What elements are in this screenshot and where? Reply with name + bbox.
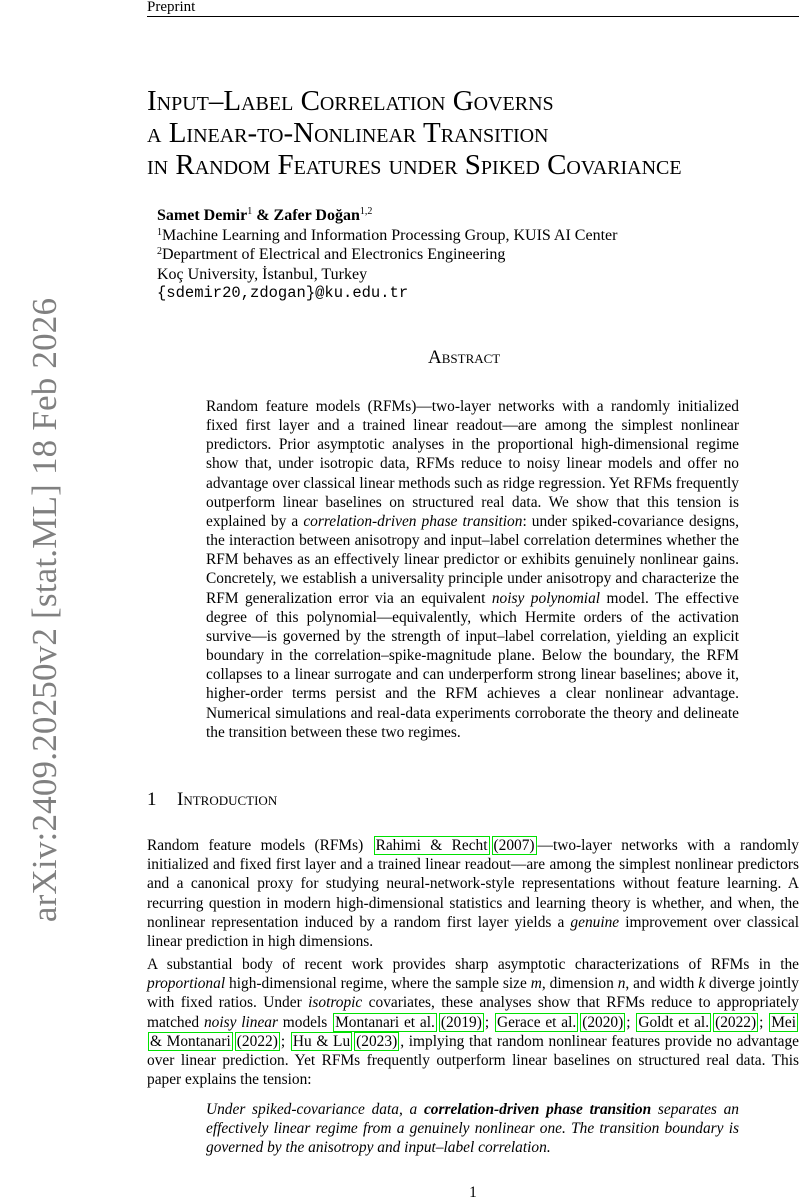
section-title: Introduction xyxy=(177,789,278,810)
affiliation-superscript: 1 xyxy=(157,226,162,238)
citation-separator: ; xyxy=(280,1032,290,1050)
author-emails: {sdemir20,zdogan}@ku.edu.tr xyxy=(157,284,409,302)
paragraph-text: improvement over classical linear prediction in high dimensions. xyxy=(147,913,799,951)
title-line: a Linear-to-Nonlinear Transition xyxy=(147,117,549,149)
paragraph-text: covariates, these analyses show that RFMs reduce to appropriately matched xyxy=(147,994,799,1031)
author-name: Samet Demir xyxy=(157,207,248,224)
claim-text: separates an effectively linear regime from a genuinely nonlinear one. The transition boundary is governed by the anisotropy and input–label correlation. xyxy=(206,1101,739,1157)
author-separator: & xyxy=(252,207,274,224)
author-superscript: 1 xyxy=(247,206,253,217)
section-heading-introduction xyxy=(147,789,277,811)
citation-separator: ; xyxy=(759,1013,769,1031)
intro-paragraph xyxy=(147,836,799,951)
title-line: in Random Features under Spiked Covariance xyxy=(147,149,682,181)
author-names xyxy=(157,206,797,226)
running-header: Preprint xyxy=(147,0,196,15)
abstract-text: : under spiked-covariance designs, the interaction between anisotropy and input–label correlation determines whether the RFM behaves as an effectively linear predictor or exhibits genuinely nonlinear gains. Concretely, we establish a universality principle under anisotropy and characterize the RFM generalization error via an equivalent xyxy=(206,512,740,607)
paragraph-emphasis: genuine xyxy=(570,913,620,931)
title-line: Input–Label Correlation Governs xyxy=(147,85,554,117)
claim-emphasis: correlation-driven phase transition xyxy=(423,1101,652,1118)
affiliation-text: Department of Electrical and Electronics Engineering xyxy=(162,246,506,263)
paper-title xyxy=(147,85,799,181)
section-number: 1 xyxy=(147,789,157,810)
affiliation xyxy=(157,245,797,265)
citation-separator: ; xyxy=(484,1013,494,1031)
author-block xyxy=(157,206,797,304)
math-variable: n xyxy=(617,975,626,993)
author-superscript: 1,2 xyxy=(359,206,373,217)
citation-link[interactable]: (2023) xyxy=(356,1032,398,1050)
math-variable: k xyxy=(698,975,706,993)
abstract-text: Random feature models (RFMs)—two-layer networks with a randomly initialized fixed first layer and a trained linear readout—are among the simplest nonlinear predictors. Prior asymptotic analyses in the proportional high-dimensional regime show that, under isotropic data, RFMs reduce to noisy linear models and offer no advantage over classical linear methods such as ridge regression. Yet RFMs frequently outperform linear baselines on structured real data. We show that this tension is explained by a xyxy=(206,398,739,530)
affiliation xyxy=(157,226,797,246)
affiliation-text: Machine Learning and Information Processing Group, KUIS AI Center xyxy=(162,226,618,244)
paragraph-text: Random feature models (RFMs) xyxy=(147,837,373,854)
abstract-text: model. The effective degree of this polynomial—equivalently, which Hermite orders of the activation survive—is governed by the strength of input–label correlation, yielding an explicit boundary in the correlation–spike-magnitude plane. Below the boundary, the RFM collapses to a linear surrogate and can underperform strong linear baselines; above it, higher-order terms persist and the RFM achieves a clear nonlinear advantage. Numerical simulations and real-data experiments corroborate the theory and delineate the transition between these two regimes. xyxy=(206,589,739,741)
citation-link[interactable]: Mei & Montanari xyxy=(150,1013,796,1050)
citation-link[interactable]: (2020) xyxy=(582,1013,624,1031)
abstract-emphasis: correlation-driven phase transition xyxy=(303,512,523,530)
citation-link[interactable]: (2019) xyxy=(440,1013,482,1031)
citation-link[interactable]: (2022) xyxy=(715,1013,757,1031)
citation-link[interactable]: (2022) xyxy=(236,1032,278,1050)
paragraph-text: diverge jointly with fixed ratios. Under xyxy=(147,975,799,1012)
paragraph-text: , and width xyxy=(625,975,699,993)
paragraph-emphasis: noisy linear xyxy=(203,1013,278,1031)
paragraph-text: , dimension xyxy=(541,975,618,993)
header-rule xyxy=(147,16,799,17)
affiliation-superscript: 2 xyxy=(157,246,162,257)
paragraph-text: high-dimensional regime, where the sample size xyxy=(225,975,531,993)
paragraph-text: A substantial body of recent work provides sharp asymptotic characterizations of RFMs in the xyxy=(147,956,799,973)
citation-link[interactable]: Montanari et al. xyxy=(335,1013,435,1031)
paragraph-text: models xyxy=(278,1013,333,1031)
arxiv-identifier: arXiv:2409.20250v2 [stat.ML] 18 Feb 2026 xyxy=(25,297,64,923)
paragraph-text: —two-layer networks with a randomly initialized and fixed first layer and a trained linear readout—are among the simplest nonlinear predictors and a canonical proxy for studying neural-network-style representations without feature learning. A recurring question in modern high-dimensional statistics and learning theory is whether, and when, the nonlinear representation induced by a random first layer yields a xyxy=(147,837,799,931)
author-name: Zafer Doğan xyxy=(273,207,360,224)
paragraph-emphasis: proportional xyxy=(147,975,226,993)
citation-link[interactable]: Hu & Lu xyxy=(292,1032,351,1050)
university: Koç University, İstanbul, Turkey xyxy=(157,265,368,283)
intro-paragraph xyxy=(147,955,799,1089)
citation-link[interactable]: Goldt et al. xyxy=(638,1013,710,1031)
citation-link[interactable]: (2007) xyxy=(493,837,535,854)
abstract-body xyxy=(206,397,739,742)
highlighted-claim xyxy=(206,1100,739,1158)
citation-separator: ; xyxy=(626,1013,636,1031)
citation-link[interactable]: Gerace et al. xyxy=(496,1013,577,1031)
claim-text: Under spiked-covariance data, a xyxy=(206,1101,424,1118)
paragraph-emphasis: isotropic xyxy=(308,994,363,1012)
citation-link[interactable]: Rahimi & Recht xyxy=(375,837,488,854)
math-variable: m xyxy=(530,975,542,993)
abstract-emphasis: noisy polynomial xyxy=(491,589,601,607)
page-number: 1 xyxy=(469,1184,477,1201)
abstract-heading: Abstract xyxy=(428,347,501,368)
paragraph-text: , implying that random nonlinear features provide no advantage over linear prediction. Yet RFMs frequently outperform linear baselines on structured real data. This paper explains the tension: xyxy=(147,1032,799,1089)
